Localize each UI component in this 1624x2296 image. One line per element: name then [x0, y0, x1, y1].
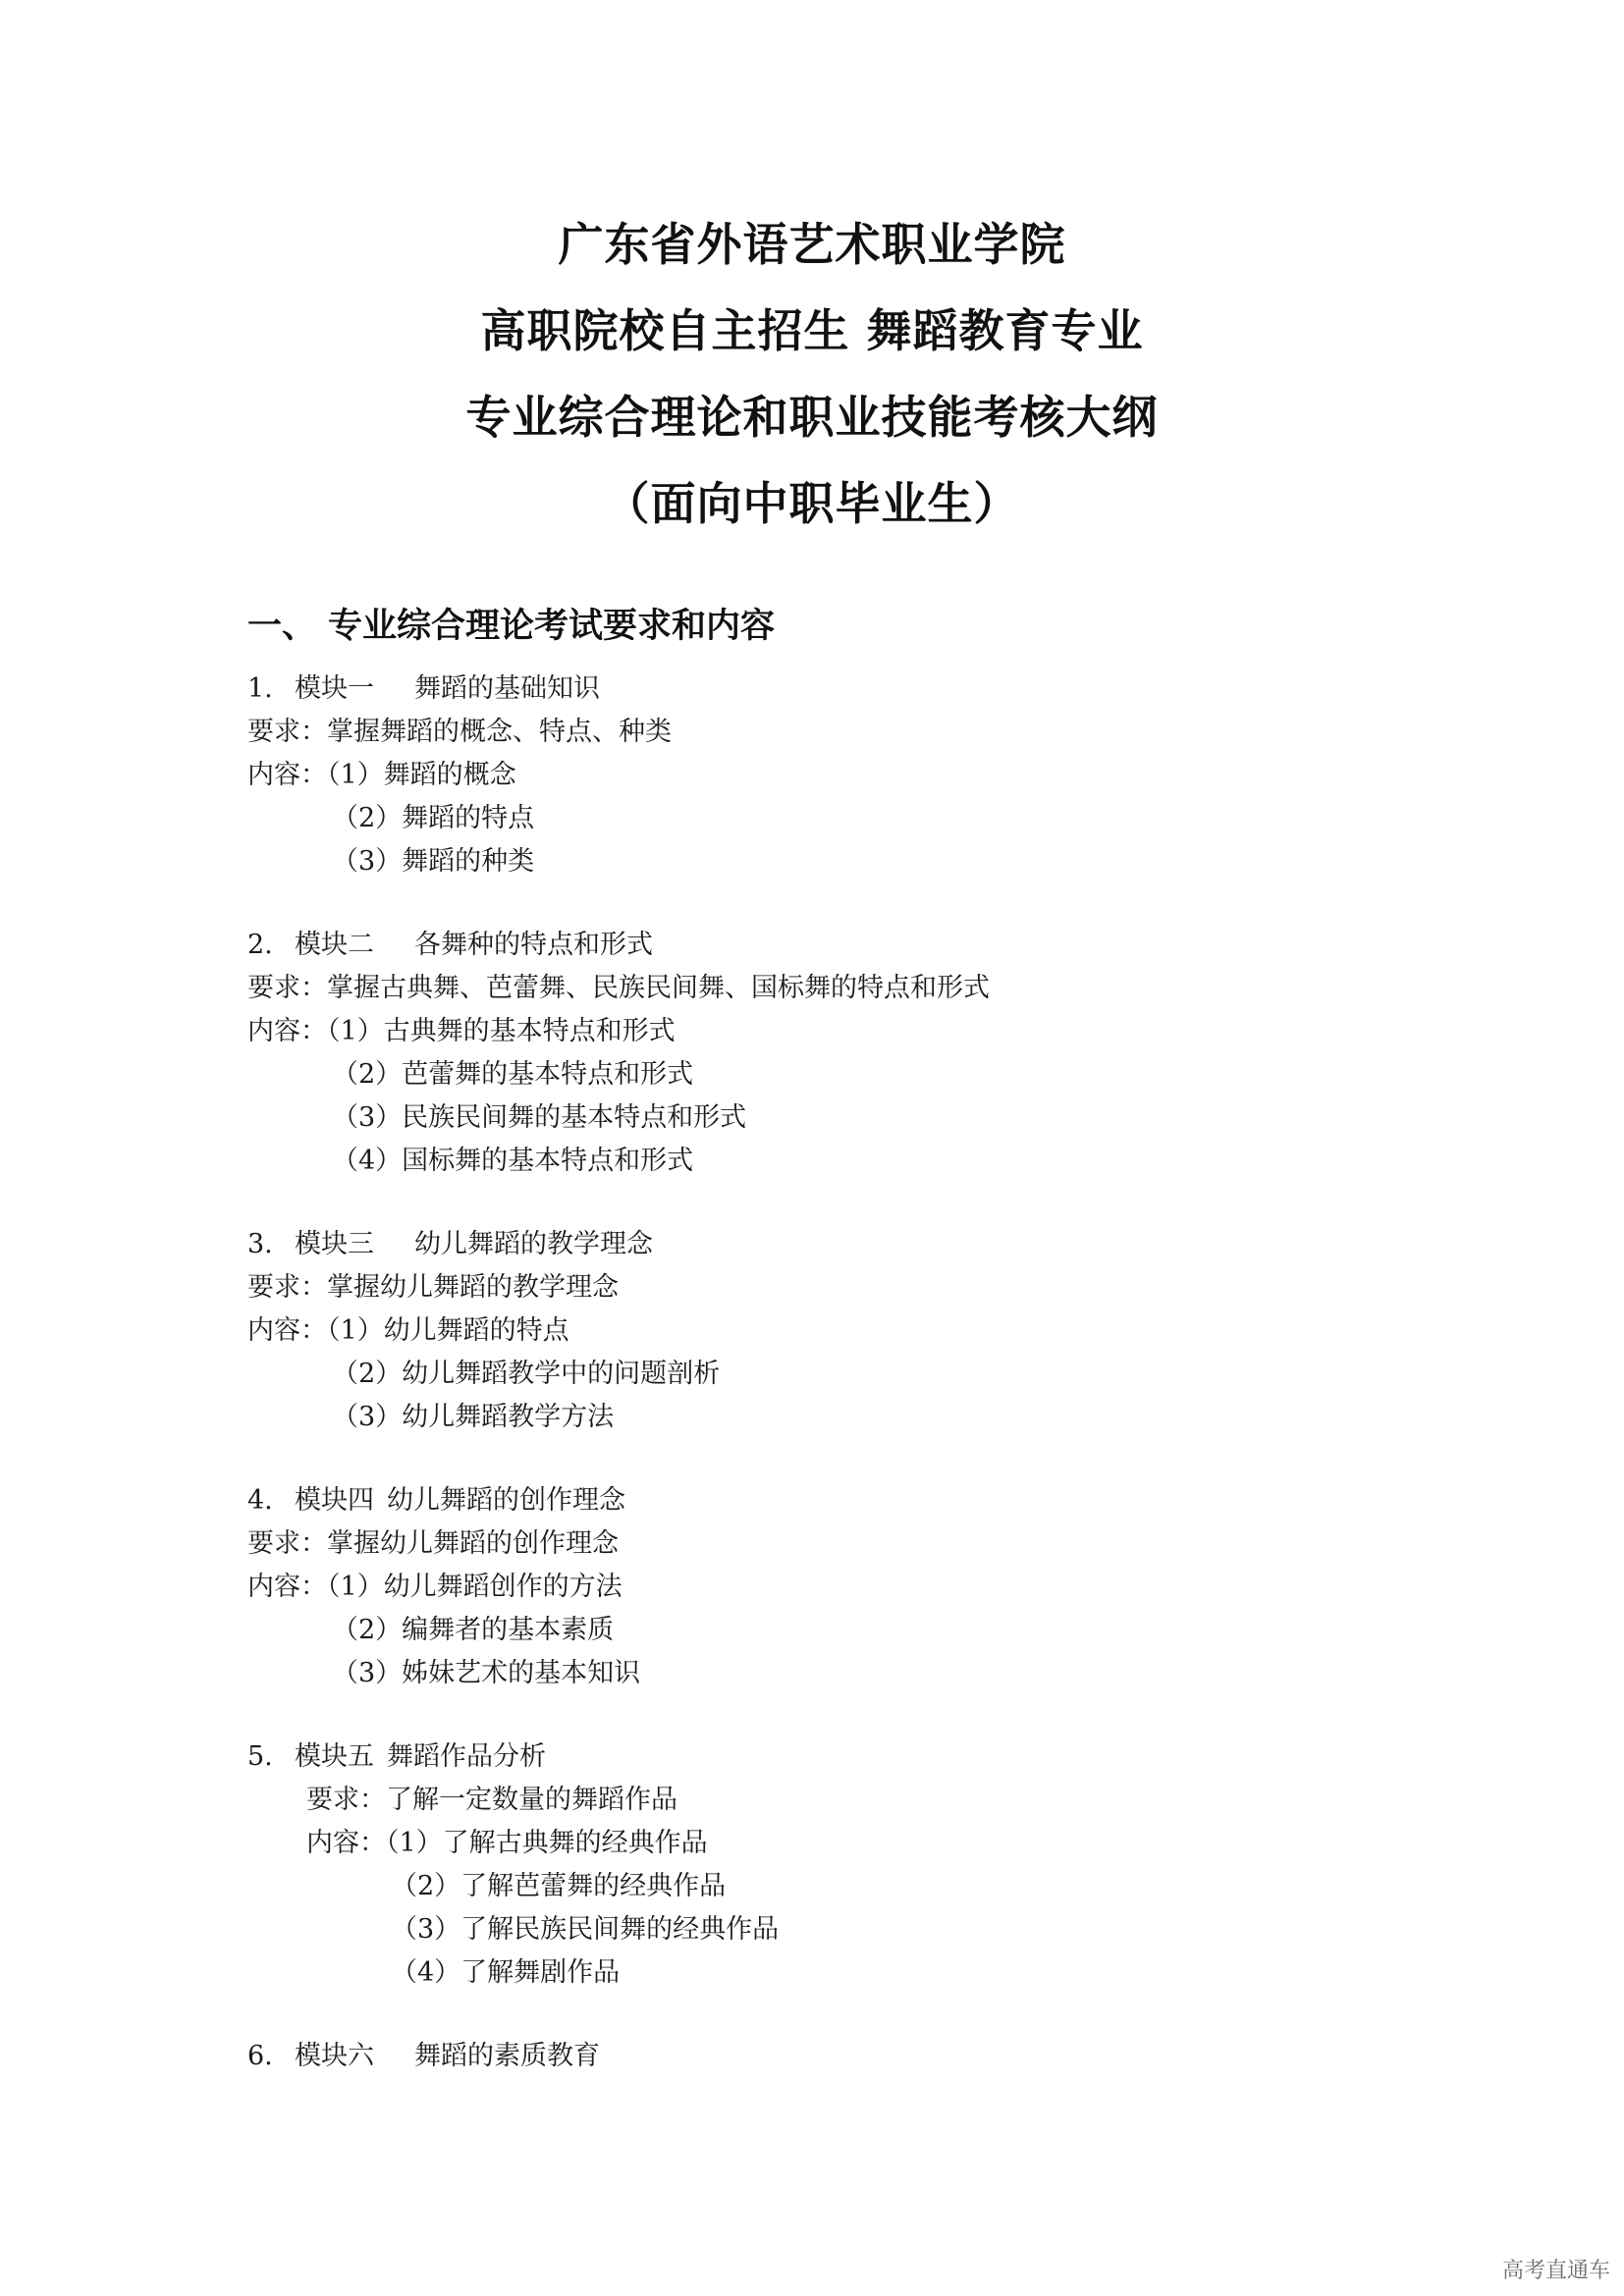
module-topic: 幼儿舞蹈的创作理念	[387, 1485, 625, 1516]
content-item: （1）古典舞的基本特点和形式	[327, 1016, 676, 1046]
module-6	[247, 2035, 1475, 2078]
title-line-institution: 广东省外语艺术职业学院	[558, 218, 1066, 271]
content-label: 内容：	[247, 1572, 327, 1602]
module-topic: 各舞种的特点和形式	[414, 930, 653, 960]
content-item: （4）了解舞剧作品	[391, 1957, 621, 1988]
module-requirement: 要求：掌握古典舞、芭蕾舞、民族民间舞、国标舞的特点和形式	[247, 973, 990, 1003]
module-content-first	[247, 1566, 1475, 1609]
module-requirement: 要求：掌握幼儿舞蹈的教学理念	[247, 1272, 619, 1303]
content-item: （2）编舞者的基本素质	[332, 1615, 615, 1645]
content-label: 内容：	[247, 1315, 327, 1346]
watermark-text: 高考直通车	[1501, 2259, 1610, 2283]
content-item: （3）幼儿舞蹈教学方法	[332, 1402, 615, 1432]
module-title	[247, 1735, 1475, 1779]
module-5	[247, 1735, 1475, 1995]
content-item: （3）了解民族民间舞的经典作品	[391, 1914, 780, 1945]
module-content-first	[247, 1822, 1475, 1865]
module-number: 3.	[247, 1229, 273, 1259]
module-content-first	[247, 1309, 1475, 1353]
content-item: （1）幼儿舞蹈的特点	[327, 1315, 569, 1346]
module-2	[247, 924, 1475, 1183]
module-requirement: 要求：掌握舞蹈的概念、特点、种类	[247, 717, 672, 747]
title-line-program: 高职院校自主招生 舞蹈教育专业	[480, 304, 1144, 357]
document-title	[0, 201, 1624, 547]
module-topic: 舞蹈的基础知识	[414, 673, 600, 704]
module-title	[247, 667, 1475, 711]
module-number: 2.	[247, 930, 273, 960]
module-3	[247, 1223, 1475, 1439]
content-item: （2）芭蕾舞的基本特点和形式	[332, 1059, 694, 1090]
module-content-first	[247, 754, 1475, 797]
content-item: （3）民族民间舞的基本特点和形式	[332, 1102, 747, 1133]
module-name: 模块一	[295, 673, 374, 704]
module-content-first	[247, 1010, 1475, 1053]
module-requirement: 要求：了解一定数量的舞蹈作品	[306, 1785, 677, 1815]
content-item: （2）舞蹈的特点	[332, 803, 535, 833]
content-item: （1）幼儿舞蹈创作的方法	[327, 1572, 623, 1602]
content-item: （2）幼儿舞蹈教学中的问题剖析	[332, 1359, 721, 1389]
section-number: 一、	[247, 607, 317, 646]
section-title: 专业综合理论考试要求和内容	[328, 607, 776, 646]
title-line-audience: （面向中职毕业生）	[604, 477, 1020, 530]
module-topic: 舞蹈的素质教育	[414, 2041, 600, 2071]
content-item: （4）国标舞的基本特点和形式	[332, 1146, 694, 1176]
content-item: （3）舞蹈的种类	[332, 846, 535, 877]
module-number: 6.	[247, 2041, 273, 2071]
module-title	[247, 924, 1475, 967]
content-label: 内容：	[247, 760, 327, 790]
module-list	[247, 667, 1475, 2078]
content-item: （3）姊妹艺术的基本知识	[332, 1658, 641, 1688]
content-label: 内容：	[306, 1828, 386, 1858]
module-number: 5.	[247, 1741, 273, 1772]
module-requirement: 要求：掌握幼儿舞蹈的创作理念	[247, 1528, 619, 1559]
module-title	[247, 1479, 1475, 1522]
module-topic: 舞蹈作品分析	[387, 1741, 546, 1772]
content-item: （1）了解古典舞的经典作品	[386, 1828, 708, 1858]
content-label: 内容：	[247, 1016, 327, 1046]
module-number: 1.	[247, 673, 273, 704]
module-name: 模块四	[295, 1485, 374, 1516]
module-number: 4.	[247, 1485, 273, 1516]
content-item: （2）了解芭蕾舞的经典作品	[391, 1871, 727, 1901]
module-name: 模块六	[295, 2041, 374, 2071]
module-1	[247, 667, 1475, 883]
title-line-syllabus: 专业综合理论和职业技能考核大纲	[465, 391, 1159, 444]
module-title	[247, 2035, 1475, 2078]
section-heading	[247, 599, 775, 648]
module-name: 模块五	[295, 1741, 374, 1772]
module-name: 模块二	[295, 930, 374, 960]
content-item: （1）舞蹈的概念	[327, 760, 516, 790]
module-4	[247, 1479, 1475, 1695]
module-name: 模块三	[295, 1229, 374, 1259]
module-title	[247, 1223, 1475, 1266]
module-topic: 幼儿舞蹈的教学理念	[414, 1229, 653, 1259]
